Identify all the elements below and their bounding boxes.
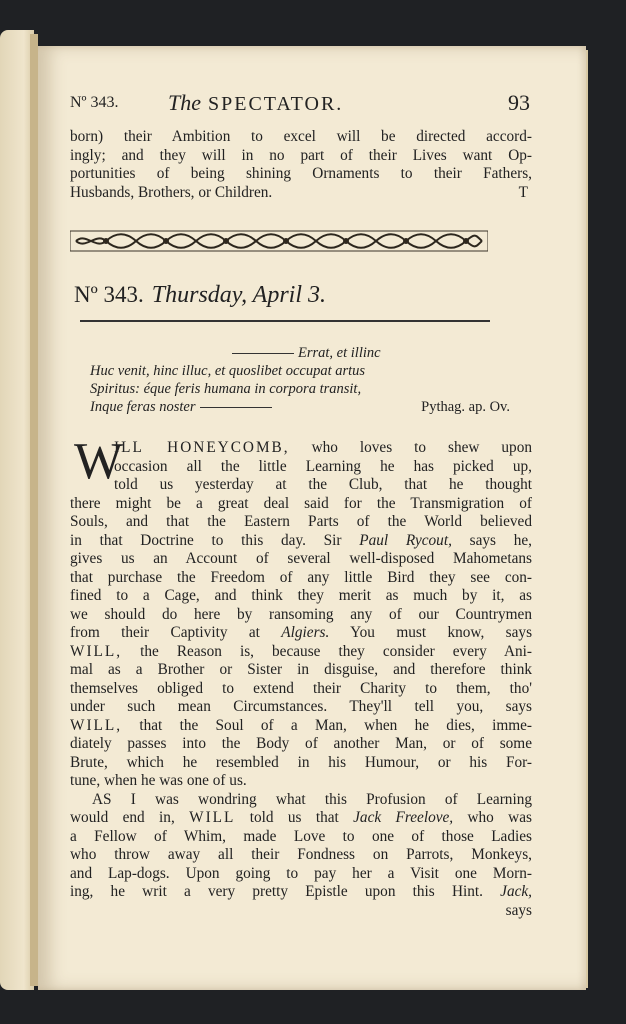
text-line: there might be a great deal said for the Transmigration of [70, 494, 532, 512]
book-page [38, 46, 586, 990]
text-line: mal as a Brother or Sister in disguise, and therefore think [70, 661, 532, 678]
motto-line: Errat, et illinc [90, 344, 510, 362]
running-head [70, 90, 530, 120]
text-line: gives us an Account of several well-disposed Mahometans [70, 550, 532, 567]
facing-page-edge [0, 30, 34, 990]
text-line: AS I was wondring what this Profusion of Learning [92, 790, 532, 808]
drop-cap: W [74, 433, 124, 490]
previous-essay-ending [70, 128, 532, 202]
text-line: ing, he writ a very pretty Epistle upon this Hint. Jack, [70, 883, 532, 900]
author-signature: T [518, 183, 528, 201]
book-gutter [30, 34, 38, 986]
issue-date: Thursday, April 3. [151, 282, 327, 308]
heading-rule [80, 320, 490, 322]
text-line: WILL, the Reason is, because they consider every Ani- [70, 642, 532, 660]
catchword: says [505, 901, 532, 919]
text-line: would end in, WILL told us that Jack Freelove, who was [70, 809, 532, 826]
text-line: told us yesterday at the Club, that he thought [114, 476, 532, 493]
text-line: that purchase the Freedom of any little Bird they see con- [70, 568, 532, 586]
text-line: from their Captivity at Algiers. You must know, says [70, 624, 533, 641]
text-line: ILL HONEYCOMB, who loves to shew upon [114, 439, 532, 456]
text-line: in that Doctrine to this day. Sir Paul Rycout, says he, [70, 531, 532, 549]
motto-source: Pythag. ap. Ov. [421, 399, 510, 415]
text-line: born) their Ambition to excel will be directed accord- [70, 128, 532, 145]
text-line: Brute, which he resembled in his Humour, or his For- [70, 753, 532, 771]
decorative-ornament-band [70, 230, 488, 252]
issue-heading [74, 282, 326, 309]
running-head-issue-number: Nº 343. [70, 94, 119, 111]
latin-motto [90, 344, 510, 416]
text-line: we should do here by ransoming any of our Countrymen [70, 605, 532, 623]
text-line: Souls, and that the Eastern Parts of the World believed [70, 513, 532, 530]
page-number: 93 [508, 90, 530, 115]
text-line: tune, when he was one of us. [70, 772, 247, 789]
essay-body [70, 439, 532, 920]
text-line: themselves obliged to extend their Charity to them, tho' [70, 679, 532, 697]
text-line: occasion all the little Learning he has picked up, [114, 457, 532, 475]
text-line: diately passes into the Body of another Man, or of some [70, 735, 532, 752]
text-line: ingly; and they will in no part of their Lives want Op- [70, 146, 532, 164]
text-line: fined to a Cage, and think they merit as much by it, as [70, 587, 532, 604]
motto-line: Spiritus: éque feris humana in corpora transit, [90, 381, 362, 397]
text-line: and Lap-dogs. Upon going to pay her a Visit one Morn- [70, 864, 532, 882]
text-line: under such mean Circumstances. They'll tell you, says [70, 698, 532, 715]
issue-number: Nº 343. [74, 282, 144, 307]
text-line: a Fellow of Whim, made Love to one of those Ladies [70, 827, 532, 845]
motto-line: Inque feras noster Pythag. ap. Ov. [90, 399, 510, 415]
text-line: Husbands, Brothers, or Children. T [70, 183, 528, 201]
motto-line: Huc venit, hinc illuc, et quoslibet occupat artus [90, 363, 366, 379]
text-line: portunities of being shining Ornaments to their Fathers, [70, 165, 532, 182]
text-line: who throw away all their Fondness on Parrots, Monkeys, [70, 846, 532, 863]
text-line: WILL, that the Soul of a Man, when he dies, imme- [70, 716, 532, 734]
running-head-title: The SPECTATOR. [168, 90, 344, 115]
